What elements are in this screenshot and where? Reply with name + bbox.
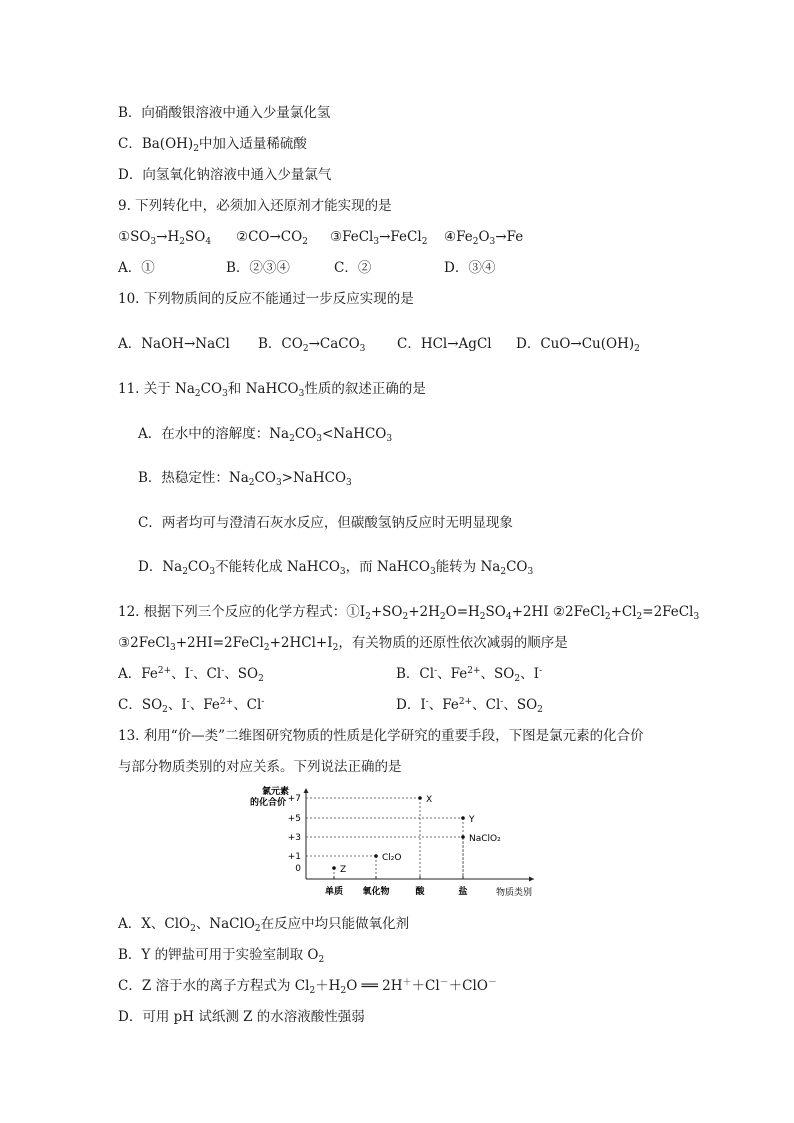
q9-item-4: $④Fe_2O_3\to Fe$ bbox=[444, 229, 524, 247]
chart-guides bbox=[306, 798, 463, 879]
chart-ticks bbox=[288, 794, 302, 874]
valence-class-chart bbox=[248, 784, 548, 900]
q13-option-c: C．Z 溶于水的离子方程式为 $Cl_2+H_2O$ ══ 2H＋＋Cl－＋ClO－ bbox=[118, 978, 497, 996]
x-category-label: 氧化物 bbox=[362, 887, 390, 897]
chart-points bbox=[332, 795, 501, 875]
q11-option-b: B．热稳定性：$Na_2CO_3>NaHCO_3$ bbox=[138, 470, 352, 488]
q13-stem-line2: 与部分物质类别的对应关系。下列说法正确的是 bbox=[118, 759, 402, 775]
q10-option-b: B．$CO_2\to CaCO_3$ bbox=[258, 336, 366, 354]
q11-option-a: A．在水中的溶解度：$Na_2CO_3<NaHCO_3$ bbox=[138, 426, 393, 444]
data-point-Z bbox=[332, 866, 336, 870]
q9-option-c: C．② bbox=[334, 260, 372, 276]
data-label-NaClO₂: NaClO₂ bbox=[469, 834, 501, 844]
chart-ylabel-line2: 的化合价 bbox=[250, 798, 287, 808]
y-tick-label: 0 bbox=[295, 864, 301, 874]
q10-stem: 10. 下列物质间的反应不能通过一步反应实现的是 bbox=[118, 291, 414, 307]
x-category-label: 盐 bbox=[458, 887, 468, 897]
q8-option-c: C．$Ba(OH)_2$中加入适量稀硫酸 bbox=[118, 136, 307, 154]
q11-stem: 11. 关于 $Na_2CO_3$和 NaHCO$_3$性质的叙述正确的是 bbox=[118, 381, 426, 399]
q11-option-d: D．$Na_2CO_3$不能转化成 NaHCO$_3$，而 NaHCO$_3$能转为 $Na_2CO_3$ bbox=[138, 559, 534, 577]
q12-stem-line2: $③2FeCl_3+2HI=2FeCl_2+2HCl+I_2$，有关物质的还原性依次减弱的顺序是 bbox=[118, 635, 568, 653]
q9-stem: 9. 下列转化中，必须加入还原剂才能实现的是 bbox=[118, 198, 392, 214]
q8-option-b: B．向硝酸银溶液中通入少量氯化氢 bbox=[118, 105, 331, 121]
q13-option-a: A．X、ClO$_2$、NaClO$_2$在反应中均只能做氧化剂 bbox=[118, 916, 410, 934]
q10-option-d: D．$CuO\to Cu(OH)_2$ bbox=[516, 336, 640, 354]
x-category-label: 单质 bbox=[324, 887, 344, 897]
q13-stem-line1: 13. 利用“价—类”二维图研究物质的性质是化学研究的重要手段，下图是氯元素的化合价 bbox=[118, 728, 644, 744]
q9-option-a: A．① bbox=[118, 260, 155, 276]
data-point-NaClO₂ bbox=[461, 835, 465, 839]
q12-stem-line1: 12. 根据下列三个反应的化学方程式：$①I_2+SO_2+2H_2O=H_2SO_4+2HI$ $②2FeCl_2+Cl_2=2FeCl_3$ bbox=[118, 604, 700, 622]
q13-option-d: D．可用 pH 试纸测 Z 的水溶液酸性强弱 bbox=[118, 1009, 365, 1025]
q9-item-2: $②CO\to CO_2$ bbox=[236, 229, 308, 247]
data-label-Y: Y bbox=[469, 815, 475, 825]
q13-option-b: B．Y 的钾盐可用于实验室制取 $O_2$ bbox=[118, 947, 325, 965]
q9-option-d: D．③④ bbox=[444, 260, 496, 276]
y-tick-label: +3 bbox=[287, 833, 301, 843]
data-point-Y bbox=[461, 816, 465, 820]
q11-option-c: C．两者均可与澄清石灰水反应，但碳酸氢钠反应时无明显现象 bbox=[138, 515, 513, 531]
q12-option-c: C．$SO_2$、I-、$Fe^{2+}$、Cl- bbox=[118, 697, 265, 715]
chart-xlabel: 物质类别 bbox=[496, 888, 533, 898]
q10-option-a: A．NaOH→NaCl bbox=[118, 336, 230, 352]
y-tick-label: +5 bbox=[287, 814, 301, 824]
q9-item-3: ③FeCl$_3$→FeCl$_2$ bbox=[330, 229, 428, 247]
q9-option-b: B．②③④ bbox=[226, 260, 290, 276]
x-category-label: 酸 bbox=[415, 887, 425, 897]
q12-option-d: D．I-、$Fe^{2+}$、Cl-、$SO_2$ bbox=[396, 697, 543, 715]
q8-option-d: D．向氢氧化钠溶液中通入少量氯气 bbox=[118, 167, 332, 183]
q12-option-b: B．Cl-、$Fe^{2+}$、$SO_2$、I- bbox=[396, 666, 542, 684]
y-axis-arrow bbox=[304, 788, 309, 793]
q10-option-c: C．HCl→AgCl bbox=[397, 336, 492, 352]
data-label-Cl₂O: Cl₂O bbox=[382, 853, 402, 863]
y-tick-label: +7 bbox=[287, 794, 301, 804]
data-label-Z: Z bbox=[340, 865, 347, 875]
chart-ylabel-line1: 氯元素 bbox=[262, 787, 290, 797]
data-point-Cl₂O bbox=[374, 854, 378, 858]
data-point-X bbox=[418, 796, 422, 800]
data-label-X: X bbox=[426, 795, 433, 805]
q9-item-1: $①SO_3\to H_2SO_4$ bbox=[118, 229, 212, 247]
x-axis-arrow bbox=[529, 877, 534, 882]
q12-option-a: A．$Fe^{2+}$、I-、Cl-、$SO_2$ bbox=[118, 666, 264, 684]
y-tick-label: +1 bbox=[287, 852, 301, 862]
